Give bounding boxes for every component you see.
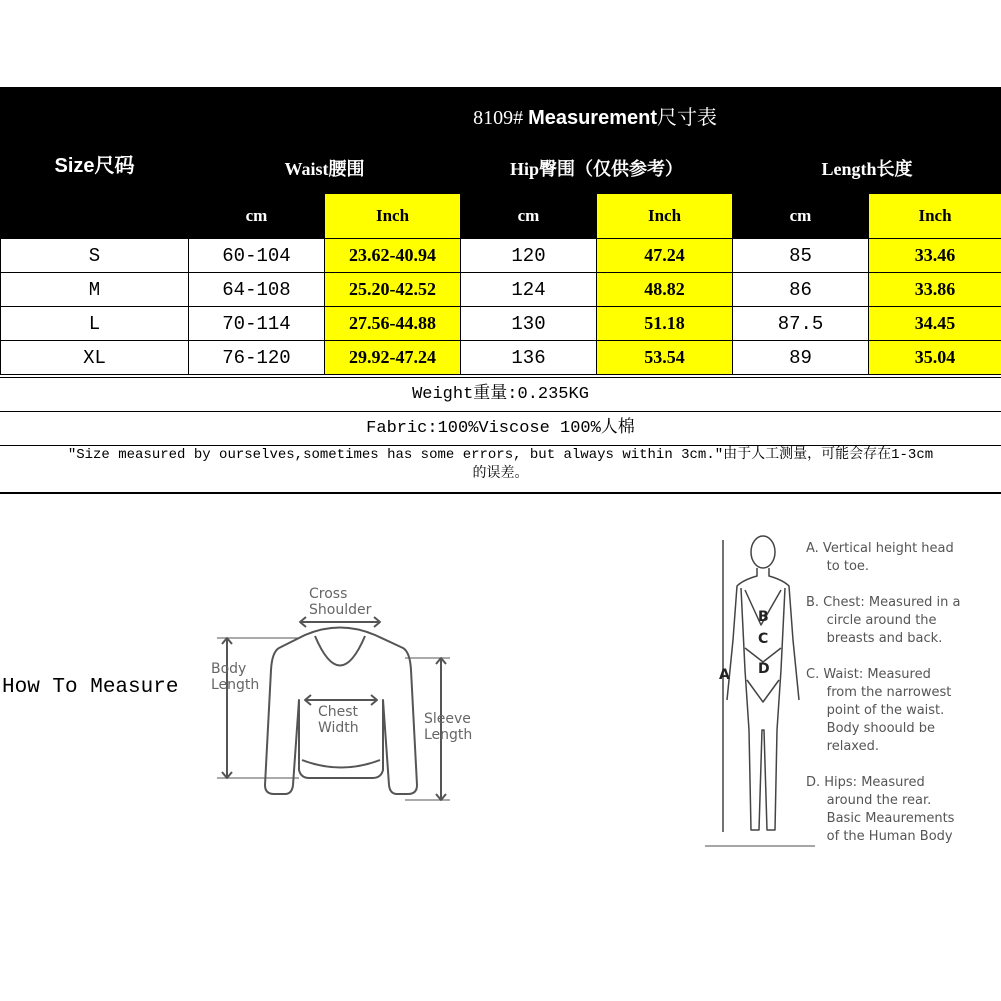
size-cell: L xyxy=(1,307,189,341)
length-cm-cell: 87.5 xyxy=(733,307,869,341)
body-note-a: A. Vertical height head to toe. xyxy=(806,541,954,574)
body-note-b: B. Chest: Measured in a circle around the breasts and back. xyxy=(806,595,961,646)
body-diagram xyxy=(705,530,815,850)
size-chart-table xyxy=(0,87,1001,375)
size-cell: M xyxy=(1,273,189,307)
hip-cm-cell: 136 xyxy=(461,341,597,375)
body-letter-a: A xyxy=(719,667,730,683)
hip-inch-cell: 48.82 xyxy=(597,273,733,307)
unit-header: cm xyxy=(189,194,325,239)
unit-header: Inch xyxy=(869,194,1001,239)
unit-header: cm xyxy=(733,194,869,239)
size-cell: XL xyxy=(1,341,189,375)
measurement-note: "Size measured by ourselves,sometimes has some errors, but always within 3cm."由于人工测量，可能会存在1-3cm 的误差。 xyxy=(0,445,1001,494)
hip-inch-cell: 53.54 xyxy=(597,341,733,375)
chart-title xyxy=(189,88,1001,143)
body-note-d: D. Hips: Measured around the rear. Basic Meaurements of the Human Body xyxy=(806,775,955,844)
body-note-c: C. Waist: Measured from the narrowest point of the waist. Body shoould be relaxed. xyxy=(806,667,952,754)
waist-inch-cell: 25.20-42.52 xyxy=(325,273,461,307)
waist-cm-cell: 60-104 xyxy=(189,239,325,273)
size-header: Size尺码 xyxy=(1,88,189,239)
length-cm-cell: 85 xyxy=(733,239,869,273)
length-inch-cell: 35.04 xyxy=(869,341,1001,375)
waist-cm-cell: 70-114 xyxy=(189,307,325,341)
unit-header: Inch xyxy=(597,194,733,239)
hip-cm-cell: 120 xyxy=(461,239,597,273)
size-cell: S xyxy=(1,239,189,273)
head-shape xyxy=(751,536,775,568)
how-to-measure-label: How To Measure xyxy=(2,676,179,699)
chart-title-suffix: 尺寸表 xyxy=(657,106,717,129)
body-letter-d: D xyxy=(758,661,770,677)
waist-inch-cell: 29.92-47.24 xyxy=(325,341,461,375)
table-row xyxy=(1,341,1001,375)
table-row xyxy=(1,239,1001,273)
length-cm-cell: 89 xyxy=(733,341,869,375)
waist-inch-cell: 27.56-44.88 xyxy=(325,307,461,341)
waist-cm-cell: 64-108 xyxy=(189,273,325,307)
body-length-label: Body Length xyxy=(211,661,260,693)
length-inch-cell: 33.46 xyxy=(869,239,1001,273)
table-row xyxy=(1,273,1001,307)
body-letter-c: C xyxy=(758,631,769,647)
body-letter-b: B xyxy=(758,609,769,625)
length-inch-cell: 33.86 xyxy=(869,273,1001,307)
unit-header: Inch xyxy=(325,194,461,239)
cross-shoulder-label: Cross Shoulder xyxy=(309,586,372,618)
waist-cm-cell: 76-120 xyxy=(189,341,325,375)
group-hip: Hip臀围（仅供参考） xyxy=(461,143,733,194)
weight-row: Weight重量:0.235KG xyxy=(0,377,1001,411)
fabric-row: Fabric:100%Viscose 100%人棉 xyxy=(0,411,1001,445)
chart-title-code: 8109# xyxy=(473,106,524,129)
hip-inch-cell: 51.18 xyxy=(597,307,733,341)
chart-title-main: Measurement xyxy=(528,106,657,129)
length-cm-cell: 86 xyxy=(733,273,869,307)
hip-cm-cell: 124 xyxy=(461,273,597,307)
group-length: Length长度 xyxy=(733,143,1001,194)
length-inch-cell: 34.45 xyxy=(869,307,1001,341)
unit-header: cm xyxy=(461,194,597,239)
hip-inch-cell: 47.24 xyxy=(597,239,733,273)
hip-cm-cell: 130 xyxy=(461,307,597,341)
group-waist: Waist腰围 xyxy=(189,143,461,194)
table-row xyxy=(1,307,1001,341)
chest-width-label: Chest Width xyxy=(318,704,359,736)
sleeve-length-label: Sleeve Length xyxy=(424,711,473,743)
waist-inch-cell: 23.62-40.94 xyxy=(325,239,461,273)
